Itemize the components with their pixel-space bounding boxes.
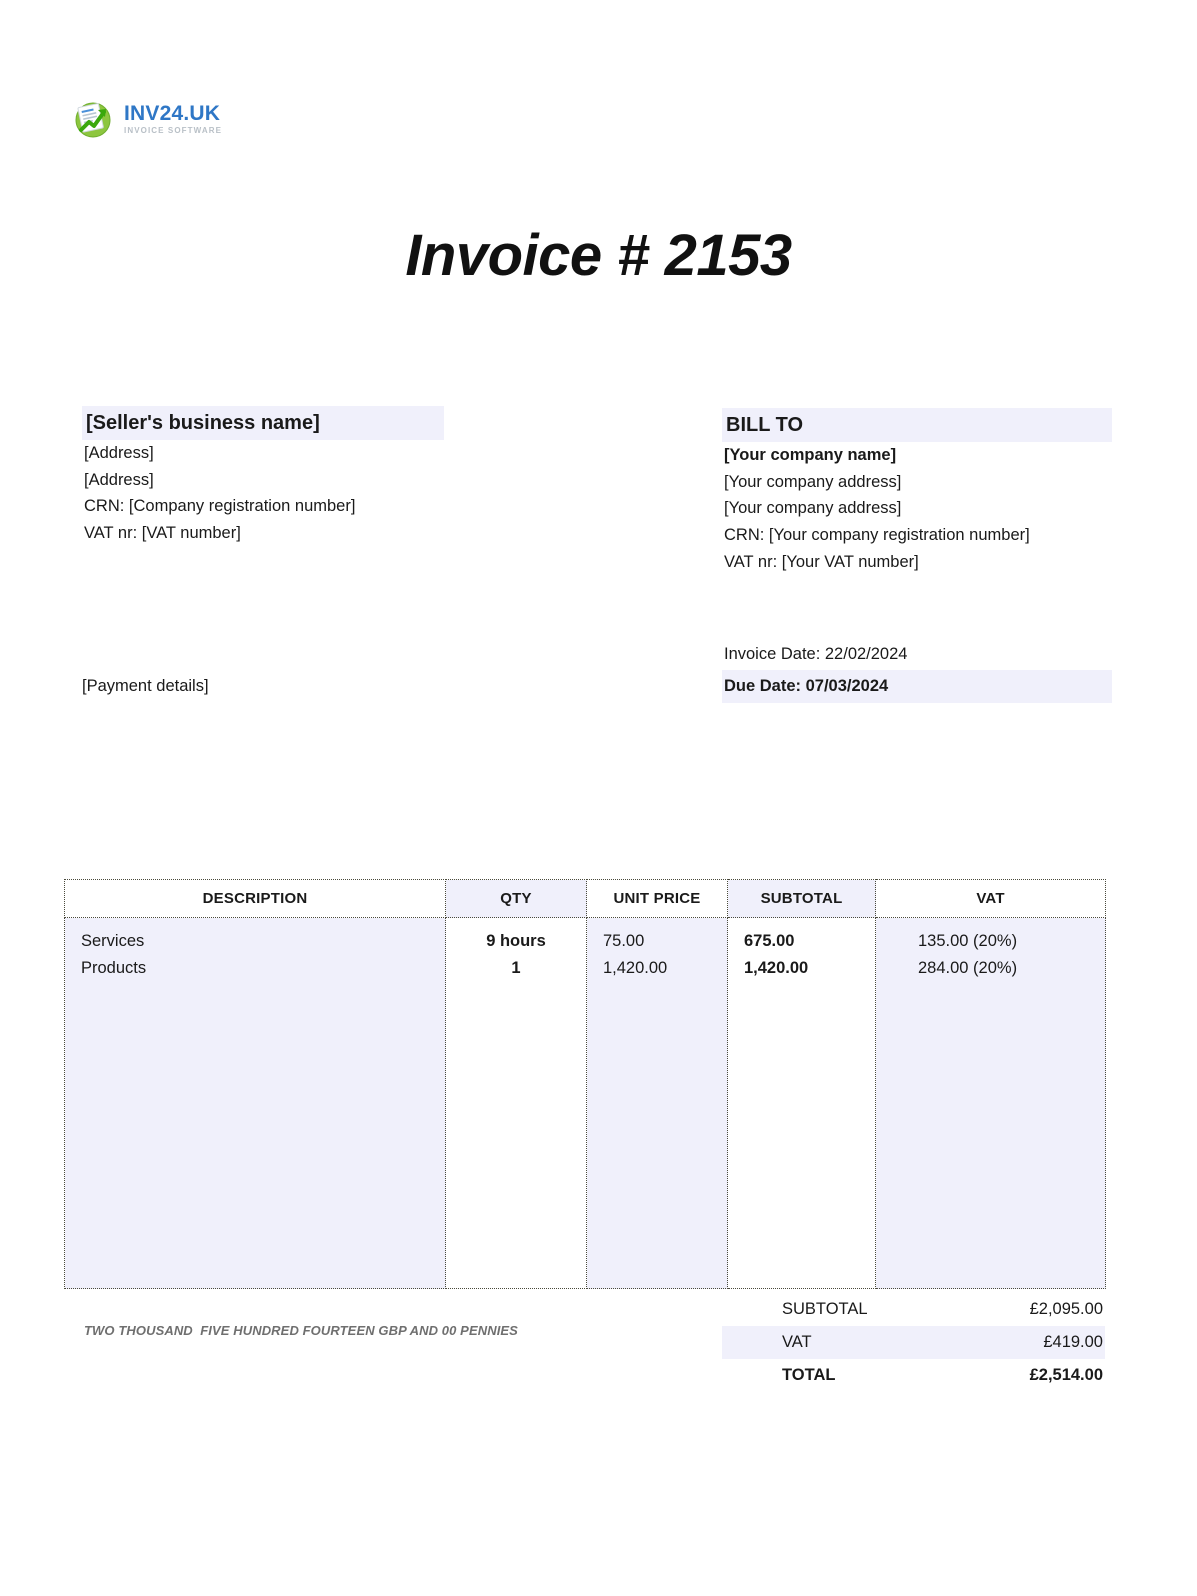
column-header-vat: VAT [876,880,1106,918]
totals-block [722,1293,1105,1392]
column-header-subtotal: SUBTOTAL [728,880,876,918]
bill-to-address-line-1: [Your company address] [724,472,902,491]
table-header-row [65,880,1106,918]
item-vat-2: 284.00 (20%) [918,959,1018,978]
item-subtotal-1: 675.00 [744,932,795,950]
totals-vat-row [722,1326,1105,1359]
bill-to-vat-number: VAT nr: [Your VAT number] [724,552,919,571]
bill-to-address-line-2: [Your company address] [724,499,902,518]
cell-qty [446,918,587,1289]
item-subtotal-2: 1,420.00 [744,959,809,978]
invoice-date: Invoice Date: 22/02/2024 [724,645,908,663]
seller-vat-number: VAT nr: [VAT number] [84,524,241,543]
item-description-1: Services [81,932,145,950]
item-qty-2: 1 [511,959,521,978]
brand-name: INV24.UK [124,102,221,125]
cell-unit-price [587,918,728,1289]
bill-to-heading: BILL TO [726,414,804,436]
column-header-description: DESCRIPTION [65,880,446,918]
amount-in-words: TWO THOUSAND FIVE HUNDRED FOURTEEN GBP AND 00 PENNIES [84,1323,518,1338]
totals-total-label: TOTAL [782,1366,836,1384]
column-header-unit-price: UNIT PRICE [587,880,728,918]
page-title: Invoice # 2153 [405,223,792,288]
bill-to-block [722,408,1112,576]
item-description-2: Products [81,959,147,978]
seller-business-name: [Seller's business name] [86,412,320,434]
brand-logo-text [124,103,222,135]
line-items-table [64,879,1106,1289]
bill-to-crn: CRN: [Your company registration number] [724,526,1030,545]
totals-vat-label: VAT [782,1333,812,1351]
totals-total-value: £2,514.00 [1029,1366,1103,1384]
seller-crn: CRN: [Company registration number] [84,497,356,516]
totals-subtotal-row [722,1293,1105,1326]
cell-vat [876,918,1106,1289]
column-header-qty: QTY [446,880,587,918]
brand-tagline: INVOICE SOFTWARE [124,126,223,135]
seller-address-line-1: [Address] [84,444,154,462]
seller-block [82,406,582,547]
table-row [65,918,1106,1289]
inv24-logo-icon [70,96,116,142]
dates-block [722,638,1112,703]
payment-details: [Payment details] [82,677,209,695]
cell-subtotal [728,918,876,1289]
totals-subtotal-value: £2,095.00 [1029,1300,1103,1318]
due-date: Due Date: 07/03/2024 [722,670,1112,702]
item-unit-price-2: 1,420.00 [603,959,668,978]
totals-subtotal-label: SUBTOTAL [782,1300,868,1318]
item-unit-price-1: 75.00 [603,932,645,950]
bill-to-company-name: [Your company name] [724,446,897,464]
brand-logo [70,96,222,142]
bill-to-highlight [722,408,1112,442]
totals-total-row [722,1359,1105,1392]
seller-name-highlight [82,406,444,440]
cell-description [65,918,446,1289]
item-qty-1: 9 hours [486,932,546,950]
item-vat-1: 135.00 (20%) [918,932,1018,950]
seller-address-line-2: [Address] [84,470,154,489]
totals-vat-value: £419.00 [1043,1333,1103,1351]
